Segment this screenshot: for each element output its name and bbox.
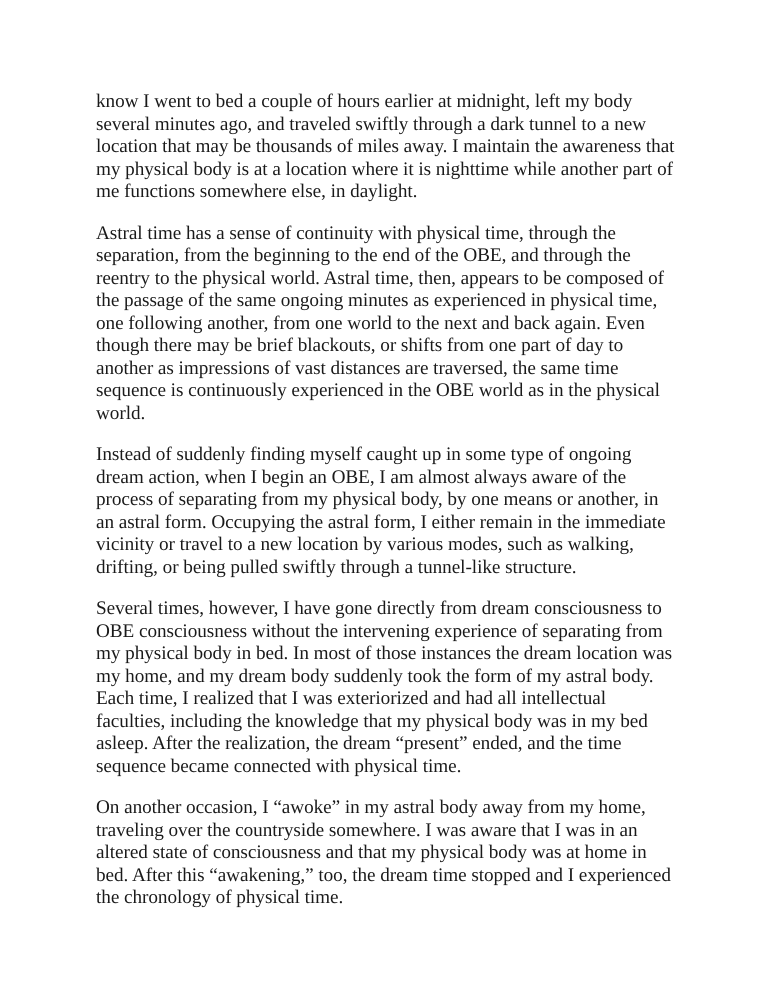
- text-line: vicinity or travel to a new location by various modes, such as walking,: [96, 534, 634, 555]
- text-line: world.: [96, 402, 146, 424]
- text-line: dream action, when I begin an OBE, I am almost always aware of the: [96, 466, 627, 488]
- text-line: my physical body is at a location where it is nighttime while another part of: [96, 158, 673, 180]
- text-line: another as impressions of vast distances are traversed, the same time: [96, 357, 619, 379]
- text-line: Instead of suddenly finding myself caught up in some type of ongoing: [96, 444, 632, 465]
- text-line: reentry to the physical world. Astral time, then, appears to be composed of: [96, 267, 664, 289]
- paragraph-2: [96, 223, 676, 426]
- text-line: traveling over the countryside somewhere. I was aware that I was in an: [96, 819, 638, 841]
- paragraph-4: [96, 598, 676, 778]
- text-line: Several times, however, I have gone directly from dream consciousness to: [96, 598, 662, 619]
- text-line: know I went to bed a couple of hours earlier at midnight, left my body: [96, 91, 633, 112]
- text-line: Astral time has a sense of continuity with physical time, through the: [96, 222, 616, 244]
- text-line: my home, and my dream body suddenly took the form of my astral body.: [96, 665, 654, 687]
- text-line: sequence became connected with physical time.: [96, 755, 462, 777]
- text-line: the passage of the same ongoing minutes as experienced in physical time,: [96, 290, 658, 311]
- text-line: drifting, or being pulled swiftly through a tunnel-like structure.: [96, 556, 577, 578]
- text-line: process of separating from my physical body, by one means or another, in: [96, 489, 659, 510]
- text-line: altered state of consciousness and that my physical body was at home in: [96, 842, 647, 863]
- paragraph-5: [96, 797, 676, 910]
- text-line: my physical body in bed. In most of those instances the dream location was: [96, 643, 673, 664]
- text-line: several minutes ago, and traveled swiftly through a dark tunnel to a new: [96, 113, 647, 135]
- text-line: one following another, from one world to the next and back again. Even: [96, 312, 645, 334]
- text-line: separation, from the beginning to the end of the OBE, and through the: [96, 245, 631, 266]
- text-line: though there may be brief blackouts, or shifts from one part of day to: [96, 335, 624, 356]
- text-line: faculties, including the knowledge that my physical body was in my bed: [96, 710, 648, 732]
- text-line: asleep. After the realization, the dream “present” ended, and the time: [96, 733, 622, 754]
- text-line: an astral form. Occupying the astral form, I either remain in the immediate: [96, 511, 666, 533]
- text-line: the chronology of physical time.: [96, 887, 344, 908]
- paragraph-1: [96, 91, 676, 204]
- text-line: On another occasion, I “awoke” in my astral body away from my home,: [96, 797, 646, 818]
- text-line: Each time, I realized that I was exteriorized and had all intellectual: [96, 688, 607, 709]
- text-line: bed. After this “awakening,” too, the dream time stopped and I experienced: [96, 864, 671, 886]
- text-line: OBE consciousness without the intervening experience of separating from: [96, 620, 663, 642]
- text-line: sequence is continuously experienced in the OBE world as in the physical: [96, 380, 660, 401]
- paragraph-3: [96, 444, 676, 579]
- text-line: location that may be thousands of miles away. I maintain the awareness that: [96, 136, 675, 157]
- text-line: me functions somewhere else, in daylight.: [96, 181, 418, 202]
